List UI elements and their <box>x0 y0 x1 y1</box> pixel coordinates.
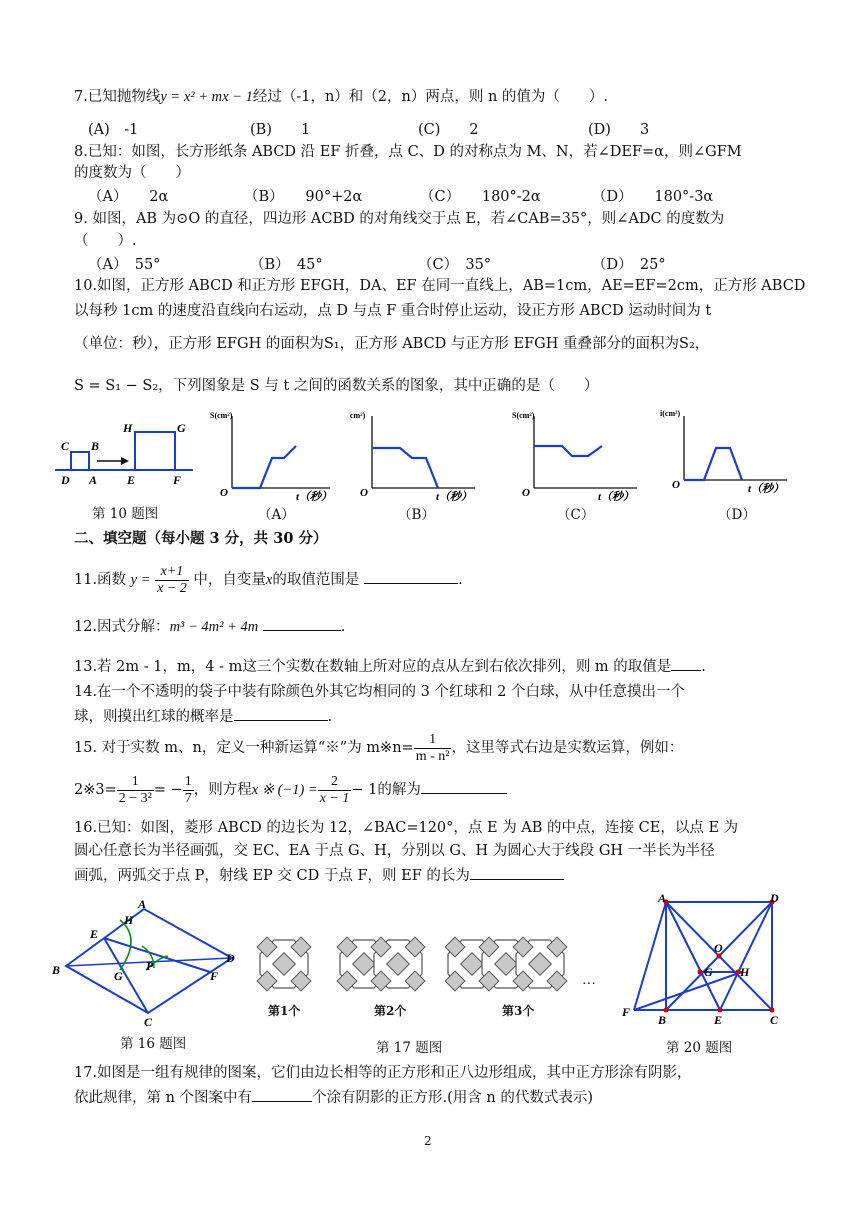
q10-graph-a-label: （A） <box>258 507 295 523</box>
q15-line2: 2※3= $\frac{1}{\text{2 − 3²}}$ = − $\frac{1}{7}$ ，则方程x ※ (−1) = $\frac{2}{x - 1}$ − 1的解为 <box>74 773 507 807</box>
q10-graph-c-label: （C） <box>557 507 595 523</box>
svg-text:O: O <box>220 487 228 499</box>
q9-option-a: （A） 55° <box>88 257 161 273</box>
q12: 12.因式分解：m³ − 4m² + 4m . <box>74 616 345 636</box>
q10-graph-b-label: （B） <box>398 507 435 523</box>
svg-text:O: O <box>360 487 368 499</box>
q8-line2: 的度数为（ ） <box>74 165 190 181</box>
q10-graph-c <box>512 408 642 503</box>
pt-b-label: B <box>91 439 100 453</box>
svg-text:cm²): cm²) <box>350 411 366 420</box>
svg-text:S(cm²): S(cm²) <box>512 411 535 420</box>
q10-graph-d <box>662 408 792 503</box>
q10-figure-caption: 第 10 题图 <box>92 506 159 522</box>
q9-option-d: （D） 25° <box>592 257 666 273</box>
svg-text:t（秒）: t（秒） <box>436 491 473 503</box>
q8-line1: 8.已知：如图，长方形纸条 ABCD 沿 EF 折叠，点 C、D 的对称点为 M、N，若∠DEF=α，则∠GFM <box>74 144 742 160</box>
q11: 11.函数 y = $\frac{x+1}{x - 2}$ 中，自变量x的取值范围是 . <box>74 563 463 596</box>
q13: 13.若 2m - 1，m，4 - m这三个实数在数轴上所对应的点从左到右依次排列，则 m 的取值是 . <box>74 656 706 676</box>
q8-option-c: （C） 180°-2α <box>420 189 541 205</box>
q14-line2: 球，则摸出红球的概率是 . <box>74 706 332 726</box>
svg-text:O: O <box>672 479 680 491</box>
fig17-label-2: 第2个 <box>374 1004 407 1018</box>
page-number: 2 <box>424 1134 432 1148</box>
q15-fraction-2: $\frac{1}{\text{2 − 3²}}$ <box>118 773 152 806</box>
svg-text:i(cm²): i(cm²) <box>660 409 681 418</box>
svg-text:A: A <box>658 891 667 905</box>
svg-text:D: D <box>226 951 235 965</box>
q15-fraction-3: $\frac{1}{7}$ <box>184 773 192 806</box>
svg-text:B: B <box>658 1013 667 1027</box>
q14-line1: 14.在一个不透明的袋子中装有除颜色外其它均相同的 3 个红球和 2 个白球，从中任意摸出一个 <box>74 684 685 700</box>
q8-option-a: （A） 2α <box>88 189 169 205</box>
pattern-2 <box>337 937 425 991</box>
svg-text:C: C <box>144 1015 153 1029</box>
section-2-heading: 二、填空题（每小题 3 分，共 30 分） <box>74 530 328 547</box>
svg-text:t（秒）: t（秒） <box>296 491 333 503</box>
q10-line2: 以每秒 1cm 的速度沿直线向右运动，点 D 与点 F 重合时停止运动，设正方形 ABCD 运动时间为 t <box>74 303 712 319</box>
q10-figure <box>55 420 195 490</box>
q7-option-d: (D) 3 <box>588 122 650 138</box>
q9-line2: （ ）. <box>74 233 137 249</box>
q11-fraction: $\frac{x+1}{x - 2}$ <box>157 563 187 596</box>
pattern-3 <box>445 937 567 991</box>
q15-fraction-4: $\frac{2}{x - 1}$ <box>319 773 350 806</box>
q16-line2: 圆心任意长为半径画弧，交 EC、EA 于点 G、H，分别以 G、H 为圆心大于线段 GH 一半长为半径 <box>74 843 715 859</box>
svg-text:H: H <box>124 913 134 927</box>
pt-d-label: D <box>61 473 70 487</box>
fig17-caption: 第 17 题图 <box>376 1040 443 1056</box>
q15-answer-blank[interactable] <box>421 779 507 794</box>
svg-text:E: E <box>714 1013 723 1027</box>
q11-answer-blank[interactable] <box>364 569 458 584</box>
q17-answer-blank[interactable] <box>252 1087 312 1102</box>
q10-line4: S = S₁ − S₂，下列图象是 S 与 t 之间的函数关系的图象，其中正确的是（ ） <box>74 378 599 394</box>
svg-text:…: … <box>582 973 596 988</box>
q16-line3: 画弧，两弧交于点 P，射线 EP 交 CD 于点 F，则 EF 的长为 <box>74 865 564 885</box>
fig20-square <box>620 892 790 1027</box>
q16-line1: 16.已知：如图，菱形 ABCD 的边长为 12，∠BAC=120°，点 E 为 AB 的中点，连接 CE，以点 E 为 <box>74 820 739 836</box>
q10-graph-a <box>210 408 335 503</box>
pt-a-label: A <box>89 473 98 487</box>
svg-text:O: O <box>522 487 530 499</box>
svg-text:O: O <box>714 941 723 955</box>
pt-e-label: E <box>127 473 136 487</box>
q9-option-c: （C） 35° <box>418 257 492 273</box>
svg-text:B: B <box>52 963 61 977</box>
q9-option-b: （B） 45° <box>250 257 323 273</box>
q17-line2: 依此规律，第 n 个图案中有 个涂有阴影的正方形.(用含 n 的代数式表示) <box>74 1087 593 1107</box>
pt-c-label: C <box>61 439 70 453</box>
svg-text:G: G <box>704 965 713 979</box>
svg-text:G: G <box>114 969 123 983</box>
svg-text:D: D <box>770 891 779 905</box>
q10-graph-d-label: （D） <box>718 507 756 523</box>
fig17-label-1: 第1个 <box>268 1004 301 1018</box>
svg-text:H: H <box>740 965 750 979</box>
q9-line1: 9. 如图，AB 为⊙O 的直径，四边形 ACBD 的对角线交于点 E，若∠CAB=35°，则∠ADC 的度数为 <box>74 211 725 227</box>
q7-formula: y = x² + mx − 1 <box>160 89 253 105</box>
q7-option-b: (B) 1 <box>250 122 311 138</box>
pt-h-label: H <box>123 421 133 435</box>
q15-line1: 15. 对于实数 m、n，定义一种新运算“※”为 m※n= $\frac{1}{\text{m - n²}}$ ，这里等式右边是实数运算，例如： <box>74 731 684 764</box>
svg-text:S(cm²): S(cm²) <box>210 411 233 420</box>
svg-text:E: E <box>90 927 99 941</box>
pt-f-label: F <box>173 473 182 487</box>
q7-option-c: (C) 2 <box>418 122 479 138</box>
q15-fraction-1: $\frac{1}{\text{m - n²}}$ <box>415 731 450 764</box>
q8-option-b: （B） 90°+2α <box>244 189 363 205</box>
q14-answer-blank[interactable] <box>234 706 328 721</box>
svg-text:C: C <box>770 1013 779 1027</box>
q8-option-d: （D） 180°-3α <box>592 189 714 205</box>
q7-stem: 7.已知抛物线y = x² + mx − 1经过（-1，n）和（2，n）两点，则 n 的值为（ ）. <box>74 89 609 105</box>
fig17-pattern <box>252 928 607 1008</box>
svg-text:P: P <box>146 959 154 973</box>
pattern-1 <box>257 937 311 991</box>
fig16-caption: 第 16 题图 <box>120 1036 187 1052</box>
svg-text:F: F <box>622 1005 631 1019</box>
fig16-rhombus <box>50 898 245 1028</box>
q10-line3: （单位：秒），正方形 EFGH 的面积为S₁，正方形 ABCD 与正方形 EFGH 重叠部分的面积为S₂， <box>74 336 710 352</box>
fig20-caption: 第 20 题图 <box>666 1040 733 1056</box>
pt-g-label: G <box>177 421 186 435</box>
q12-answer-blank[interactable] <box>263 616 341 631</box>
q17-line1: 17.如图是一组有规律的图案，它们由边长相等的正方形和正八边形组成，其中正方形涂有阴影， <box>74 1065 692 1081</box>
q7-option-a: (A) -1 <box>88 122 139 138</box>
svg-text:F: F <box>210 969 219 983</box>
svg-text:t（秒）: t（秒） <box>598 491 635 503</box>
fig17-label-3: 第3个 <box>502 1004 535 1018</box>
q16-answer-blank[interactable] <box>470 865 564 880</box>
svg-text:A: A <box>138 897 147 911</box>
q10-line1: 10.如图，正方形 ABCD 和正方形 EFGH，DA、EF 在同一直线上，AB=1cm，AE=EF=2cm，正方形 ABCD <box>74 278 806 294</box>
svg-text:t（秒）: t（秒） <box>748 483 785 495</box>
q13-answer-blank[interactable] <box>671 656 701 671</box>
q10-graph-b <box>350 408 480 503</box>
